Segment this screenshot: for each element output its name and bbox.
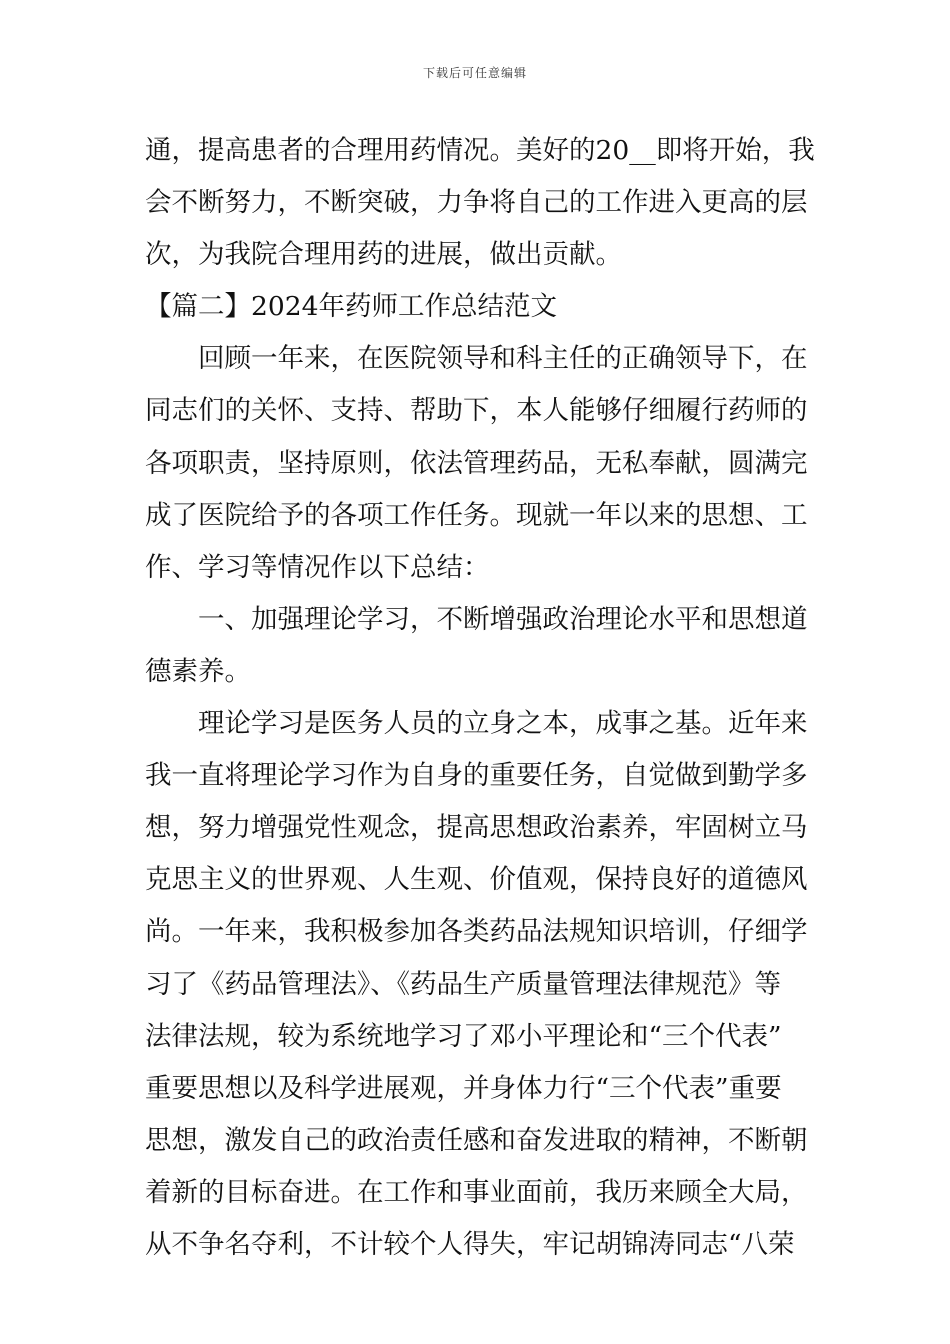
text-line: 作、学习等情况作以下总结： — [145, 551, 490, 583]
page-header: 下载后可任意编辑 — [422, 66, 527, 80]
text-line: 克思主义的世界观、人生观、价值观，保持良好的道德风 — [145, 864, 808, 896]
document-body — [145, 128, 815, 1274]
text-line: 成了医院给予的各项工作任务。现就一年以来的思想、工 — [145, 499, 808, 531]
subheading-line: 一、加强理论学习，不断增强政治理论水平和思想道 — [198, 603, 808, 635]
paragraph-start-line: 回顾一年来，在医院领导和科主任的正确领导下，在 — [198, 343, 808, 375]
text-line: 思想，激发自己的政治责任感和奋发进取的精神，不断朝 — [145, 1124, 808, 1156]
text-line: 各项职责，坚持原则，依法管理药品，无私奉献，圆满完 — [145, 447, 808, 479]
paragraph-start-line: 理论学习是医务人员的立身之本，成事之基。近年来 — [198, 708, 808, 740]
text-line: 同志们的关怀、支持、帮助下，本人能够仔细履行药师的 — [145, 395, 808, 427]
text-line: 想，努力增强党性观念，提高思想政治素养，牢固树立马 — [145, 812, 808, 844]
text-line: 重要思想以及科学进展观，并身体力行“三个代表”重要 — [145, 1072, 782, 1104]
text-line: 着新的目标奋进。在工作和事业面前，我历来顾全大局， — [145, 1176, 808, 1208]
text-line: 尚。一年来，我积极参加各类药品法规知识培训，仔细学 — [145, 916, 808, 948]
text-line: 次，为我院合理用药的进展，做出贡献。 — [145, 239, 622, 271]
text-line: 习了《药品管理法》、《药品生产质量管理法律规范》等 — [145, 968, 781, 1000]
text-line: 会不断努力，不断突破，力争将自己的工作进入更高的层 — [145, 187, 808, 219]
text-line: 通，提高患者的合理用药情况。美好的20__即将开始，我 — [145, 135, 815, 166]
section-heading: 【篇二】2024年药师工作总结范文 — [145, 291, 557, 323]
text-line: 从不争名夺利，不计较个人得失，牢记胡锦涛同志“八荣 — [145, 1228, 795, 1260]
text-line: 我一直将理论学习作为自身的重要任务，自觉做到勤学多 — [145, 760, 808, 792]
text-line: 法律法规，较为系统地学习了邓小平理论和“三个代表” — [145, 1020, 782, 1052]
subheading-line: 德素养。 — [145, 655, 251, 687]
